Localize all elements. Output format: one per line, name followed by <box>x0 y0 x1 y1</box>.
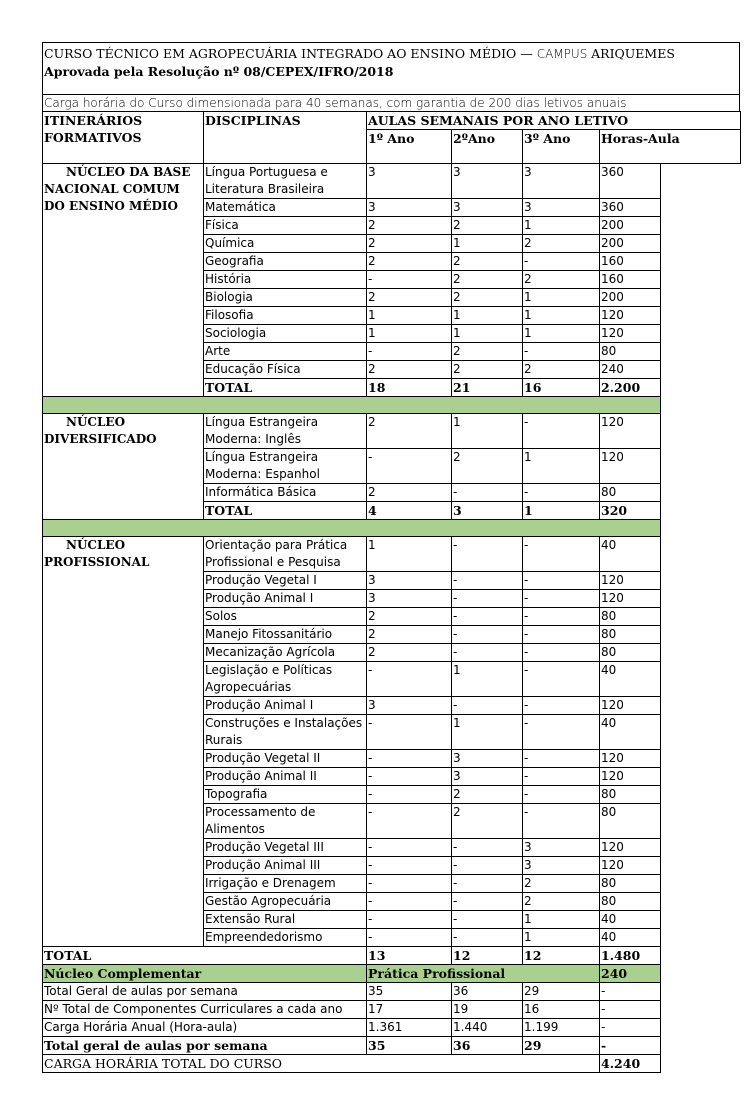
complementar-label: Núcleo Complementar <box>43 965 367 983</box>
year3-value: 2 <box>523 875 600 893</box>
year2-value: 2 <box>452 786 523 804</box>
year1-value: - <box>367 449 452 484</box>
year3-value: - <box>523 590 600 608</box>
table-row <box>43 537 741 572</box>
hours-value: 160 <box>600 271 661 289</box>
year2-value: 3 <box>452 164 523 199</box>
blank-cell <box>661 271 741 289</box>
total-value: 3 <box>452 502 523 520</box>
carga-total-label: CARGA HORÁRIA TOTAL DO CURSO <box>43 1055 600 1073</box>
title-text: CURSO TÉCNICO EM AGROPECUÁRIA INTEGRADO AO ENSINO MÉDIO — <box>44 46 537 61</box>
year3-value: - <box>523 662 600 697</box>
year1-value: - <box>367 875 452 893</box>
year3-value: 2 <box>523 235 600 253</box>
carga-note: Carga horária do Curso dimensionada para 40 semanas, com garantia de 200 dias letivos anuais <box>42 94 740 112</box>
discipline-name: Matemática <box>204 199 367 217</box>
hours-value: 80 <box>600 804 661 839</box>
total-value: 1 <box>523 502 600 520</box>
hours-value: 200 <box>600 289 661 307</box>
year1-value: - <box>367 911 452 929</box>
discipline-name: Produção Animal II <box>204 768 367 786</box>
blank-cell <box>661 449 741 484</box>
year2-value: 1 <box>452 715 523 750</box>
year3-value: - <box>523 697 600 715</box>
header-itinerarios: ITINERÁRIOS FORMATIVOS <box>43 112 204 164</box>
summary-value: 35 <box>367 983 452 1001</box>
year3-value: 1 <box>523 449 600 484</box>
section-separator <box>43 520 741 537</box>
year1-value: 2 <box>367 253 452 271</box>
header-horas: Horas-Aula <box>600 130 741 164</box>
blank-cell <box>661 397 741 414</box>
total-value: 13 <box>367 947 452 965</box>
year1-value: - <box>367 839 452 857</box>
year3-value: - <box>523 343 600 361</box>
summary-row <box>43 1037 741 1055</box>
hours-value: 80 <box>600 343 661 361</box>
year3-value: 2 <box>523 893 600 911</box>
summary-value: - <box>600 1037 661 1055</box>
blank-cell <box>661 1001 741 1019</box>
year3-value: - <box>523 644 600 662</box>
year2-value: 2 <box>452 217 523 235</box>
discipline-name: Topografia <box>204 786 367 804</box>
year2-value: - <box>452 626 523 644</box>
year1-value: 2 <box>367 361 452 379</box>
total-label: TOTAL <box>204 502 367 520</box>
summary-value: 19 <box>452 1001 523 1019</box>
blank-cell <box>661 520 741 537</box>
summary-row <box>43 983 741 1001</box>
year2-value: 1 <box>452 662 523 697</box>
year3-value: - <box>523 253 600 271</box>
blank-cell <box>661 307 741 325</box>
header-y1: 1º Ano <box>367 130 452 164</box>
blank-cell <box>661 235 741 253</box>
table-row <box>43 414 741 449</box>
year1-value: 3 <box>367 199 452 217</box>
summary-value: 1.440 <box>452 1019 523 1037</box>
year1-value: - <box>367 786 452 804</box>
blank-cell <box>661 1055 741 1073</box>
year2-value: - <box>452 929 523 947</box>
discipline-name: História <box>204 271 367 289</box>
year3-value: - <box>523 804 600 839</box>
blank-cell <box>661 697 741 715</box>
total-value: 12 <box>523 947 600 965</box>
year2-value: 1 <box>452 325 523 343</box>
year1-value: 2 <box>367 626 452 644</box>
year2-value: - <box>452 857 523 875</box>
hours-value: 40 <box>600 662 661 697</box>
year3-value: 3 <box>523 839 600 857</box>
blank-cell <box>661 484 741 502</box>
year1-value: 2 <box>367 644 452 662</box>
discipline-name: Biologia <box>204 289 367 307</box>
hours-value: 80 <box>600 608 661 626</box>
hours-value: 120 <box>600 768 661 786</box>
year2-value: - <box>452 537 523 572</box>
summary-label: Nº Total de Componentes Curriculares a cada ano <box>43 1001 367 1019</box>
blank-cell <box>661 325 741 343</box>
discipline-name: Produção Vegetal III <box>204 839 367 857</box>
hours-value: 120 <box>600 750 661 768</box>
discipline-name: Produção Animal III <box>204 857 367 875</box>
header-aulas: AULAS SEMANAIS POR ANO LETIVO <box>367 112 741 130</box>
year1-value: 2 <box>367 608 452 626</box>
total-value: 18 <box>367 379 452 397</box>
year2-value: 2 <box>452 289 523 307</box>
summary-value: 35 <box>367 1037 452 1055</box>
summary-value: 1.199 <box>523 1019 600 1037</box>
blank-cell <box>661 804 741 839</box>
professional-total-row <box>43 947 741 965</box>
blank-cell <box>661 857 741 875</box>
year2-value: - <box>452 839 523 857</box>
year2-value: - <box>452 697 523 715</box>
year2-value: 3 <box>452 768 523 786</box>
hours-value: 40 <box>600 537 661 572</box>
course-title-box <box>42 42 740 95</box>
blank-cell <box>661 572 741 590</box>
discipline-name: Empreendedorismo <box>204 929 367 947</box>
hours-value: 360 <box>600 164 661 199</box>
complementar-hours: 240 <box>600 965 661 983</box>
summary-label: Total Geral de aulas por semana <box>43 983 367 1001</box>
table-row <box>43 164 741 199</box>
hours-value: 80 <box>600 786 661 804</box>
year3-value: 1 <box>523 307 600 325</box>
year2-value: - <box>452 590 523 608</box>
year1-value: 2 <box>367 414 452 449</box>
year2-value: - <box>452 572 523 590</box>
discipline-name: Geografia <box>204 253 367 271</box>
blank-cell <box>661 343 741 361</box>
discipline-name: Irrigação e Drenagem <box>204 875 367 893</box>
discipline-name: Produção Vegetal II <box>204 750 367 768</box>
campus-label: CAMPUS <box>536 47 592 61</box>
summary-label: Total geral de aulas por semana <box>43 1037 367 1055</box>
green-separator <box>43 520 661 537</box>
total-value: 21 <box>452 379 523 397</box>
discipline-name: Construções e Instalações Rurais <box>204 715 367 750</box>
year1-value: - <box>367 271 452 289</box>
blank-cell <box>661 253 741 271</box>
year2-value: 2 <box>452 361 523 379</box>
blank-cell <box>661 379 741 397</box>
hours-value: 200 <box>600 235 661 253</box>
section-name: NÚCLEO DA BASE NACIONAL COMUM DO ENSINO MÉDIO <box>43 164 204 397</box>
blank-cell <box>661 590 741 608</box>
pratica-label: Prática Profissional <box>367 965 600 983</box>
hours-value: 80 <box>600 644 661 662</box>
hours-value: 80 <box>600 484 661 502</box>
year1-value: - <box>367 715 452 750</box>
year1-value: - <box>367 804 452 839</box>
blank-cell <box>661 1019 741 1037</box>
blank-cell <box>661 983 741 1001</box>
total-label: TOTAL <box>43 947 367 965</box>
year3-value: 3 <box>523 164 600 199</box>
summary-row <box>43 1001 741 1019</box>
discipline-name: Produção Vegetal I <box>204 572 367 590</box>
blank-cell <box>661 893 741 911</box>
hours-value: 120 <box>600 449 661 484</box>
year3-value: - <box>523 572 600 590</box>
header-y2: 2ºAno <box>452 130 523 164</box>
year1-value: - <box>367 343 452 361</box>
year2-value: 1 <box>452 414 523 449</box>
year1-value: - <box>367 768 452 786</box>
header-blank <box>204 130 367 164</box>
hours-value: 120 <box>600 307 661 325</box>
year1-value: 2 <box>367 289 452 307</box>
hours-value: 160 <box>600 253 661 271</box>
discipline-name: Manejo Fitossanitário <box>204 626 367 644</box>
total-value: 2.200 <box>600 379 661 397</box>
summary-value: 16 <box>523 1001 600 1019</box>
year1-value: 3 <box>367 590 452 608</box>
year1-value: 1 <box>367 537 452 572</box>
campus-name: ARIQUEMES <box>591 46 675 61</box>
year2-value: 1 <box>452 307 523 325</box>
year3-value: 3 <box>523 199 600 217</box>
year1-value: 3 <box>367 697 452 715</box>
discipline-name: Física <box>204 217 367 235</box>
discipline-name: Legislação e Políticas Agropecuárias <box>204 662 367 697</box>
summary-value: 36 <box>452 983 523 1001</box>
hours-value: 120 <box>600 857 661 875</box>
discipline-name: Mecanização Agrícola <box>204 644 367 662</box>
year2-value: - <box>452 875 523 893</box>
carga-total-row <box>43 1055 741 1073</box>
blank-cell <box>661 289 741 307</box>
year2-value: - <box>452 644 523 662</box>
blank-cell <box>661 768 741 786</box>
hours-value: 80 <box>600 893 661 911</box>
blank-cell <box>661 217 741 235</box>
discipline-name: Orientação para Prática Profissional e Pesquisa <box>204 537 367 572</box>
year1-value: - <box>367 893 452 911</box>
year3-value: - <box>523 626 600 644</box>
section-separator <box>43 397 741 414</box>
summary-value: - <box>600 1019 661 1037</box>
summary-value: 36 <box>452 1037 523 1055</box>
section-name: NÚCLEO PROFISSIONAL <box>43 537 204 947</box>
blank-cell <box>661 965 741 983</box>
year1-value: - <box>367 750 452 768</box>
year3-value: - <box>523 414 600 449</box>
section-name: NÚCLEO DIVERSIFICADO <box>43 414 204 520</box>
year1-value: 3 <box>367 164 452 199</box>
discipline-name: Solos <box>204 608 367 626</box>
total-value: 4 <box>367 502 452 520</box>
year3-value: 1 <box>523 217 600 235</box>
hours-value: 40 <box>600 715 661 750</box>
year3-value: - <box>523 608 600 626</box>
hours-value: 120 <box>600 839 661 857</box>
discipline-name: Educação Física <box>204 361 367 379</box>
year2-value: 2 <box>452 253 523 271</box>
blank-cell <box>661 786 741 804</box>
blank-cell <box>661 502 741 520</box>
hours-value: 80 <box>600 626 661 644</box>
summary-value: - <box>600 983 661 1001</box>
total-value: 1.480 <box>600 947 661 965</box>
curriculum-table <box>42 111 741 1073</box>
year1-value: - <box>367 929 452 947</box>
total-value: 12 <box>452 947 523 965</box>
year3-value: 1 <box>523 911 600 929</box>
blank-cell <box>661 715 741 750</box>
hours-value: 40 <box>600 911 661 929</box>
total-value: 320 <box>600 502 661 520</box>
total-label: TOTAL <box>204 379 367 397</box>
blank-cell <box>661 662 741 697</box>
year2-value: 1 <box>452 235 523 253</box>
blank-cell <box>661 947 741 965</box>
year1-value: 1 <box>367 307 452 325</box>
discipline-name: Arte <box>204 343 367 361</box>
summary-value: 1.361 <box>367 1019 452 1037</box>
hours-value: 360 <box>600 199 661 217</box>
year2-value: 3 <box>452 199 523 217</box>
year3-value: 1 <box>523 325 600 343</box>
hours-value: 120 <box>600 325 661 343</box>
hours-value: 120 <box>600 590 661 608</box>
discipline-name: Língua Estrangeira Moderna: Espanhol <box>204 449 367 484</box>
year1-value: 3 <box>367 572 452 590</box>
year1-value: 2 <box>367 235 452 253</box>
complementar-row <box>43 965 741 983</box>
year2-value: - <box>452 484 523 502</box>
discipline-name: Produção Animal I <box>204 590 367 608</box>
blank-cell <box>661 644 741 662</box>
year1-value: 2 <box>367 484 452 502</box>
header-disciplinas: DISCIPLINAS <box>204 112 367 130</box>
header-y3: 3º Ano <box>523 130 600 164</box>
blank-cell <box>661 414 741 449</box>
discipline-name: Língua Portuguesa e Literatura Brasileira <box>204 164 367 199</box>
blank-cell <box>661 911 741 929</box>
blank-cell <box>661 361 741 379</box>
blank-cell <box>661 875 741 893</box>
blank-cell <box>661 537 741 572</box>
discipline-name: Gestão Agropecuária <box>204 893 367 911</box>
summary-value: 29 <box>523 983 600 1001</box>
summary-value: 17 <box>367 1001 452 1019</box>
year1-value: 2 <box>367 217 452 235</box>
discipline-name: Processamento de Alimentos <box>204 804 367 839</box>
year3-value: 3 <box>523 857 600 875</box>
year2-value: 2 <box>452 449 523 484</box>
blank-cell <box>661 839 741 857</box>
discipline-name: Informática Básica <box>204 484 367 502</box>
hours-value: 120 <box>600 572 661 590</box>
year2-value: - <box>452 911 523 929</box>
course-title <box>44 45 738 63</box>
carga-total-value: 4.240 <box>600 1055 661 1073</box>
year2-value: - <box>452 893 523 911</box>
year3-value: - <box>523 715 600 750</box>
resolution: Aprovada pela Resolução nº 08/CEPEX/IFRO/2018 <box>44 64 394 79</box>
year3-value: 1 <box>523 289 600 307</box>
summary-label: Carga Horária Anual (Hora-aula) <box>43 1019 367 1037</box>
discipline-name: Sociologia <box>204 325 367 343</box>
blank-cell <box>661 1037 741 1055</box>
year3-value: 2 <box>523 271 600 289</box>
hours-value: 40 <box>600 929 661 947</box>
blank-cell <box>661 164 741 199</box>
year3-value: - <box>523 484 600 502</box>
green-separator <box>43 397 661 414</box>
hours-value: 120 <box>600 697 661 715</box>
year2-value: - <box>452 608 523 626</box>
year2-value: 2 <box>452 343 523 361</box>
year1-value: - <box>367 662 452 697</box>
discipline-name: Filosofia <box>204 307 367 325</box>
year1-value: 1 <box>367 325 452 343</box>
discipline-name: Língua Estrangeira Moderna: Inglês <box>204 414 367 449</box>
year2-value: 2 <box>452 804 523 839</box>
blank-cell <box>661 929 741 947</box>
blank-cell <box>661 750 741 768</box>
year3-value: - <box>523 768 600 786</box>
blank-cell <box>661 199 741 217</box>
year2-value: 3 <box>452 750 523 768</box>
year2-value: 2 <box>452 271 523 289</box>
year3-value: - <box>523 537 600 572</box>
hours-value: 240 <box>600 361 661 379</box>
hours-value: 80 <box>600 875 661 893</box>
year3-value: 1 <box>523 929 600 947</box>
summary-value: 29 <box>523 1037 600 1055</box>
discipline-name: Produção Animal I <box>204 697 367 715</box>
year3-value: - <box>523 750 600 768</box>
summary-value: - <box>600 1001 661 1019</box>
hours-value: 200 <box>600 217 661 235</box>
blank-cell <box>661 626 741 644</box>
hours-value: 120 <box>600 414 661 449</box>
discipline-name: Química <box>204 235 367 253</box>
blank-cell <box>661 608 741 626</box>
total-value: 16 <box>523 379 600 397</box>
discipline-name: Extensão Rural <box>204 911 367 929</box>
year3-value: - <box>523 786 600 804</box>
year1-value: - <box>367 857 452 875</box>
summary-row <box>43 1019 741 1037</box>
year3-value: 2 <box>523 361 600 379</box>
